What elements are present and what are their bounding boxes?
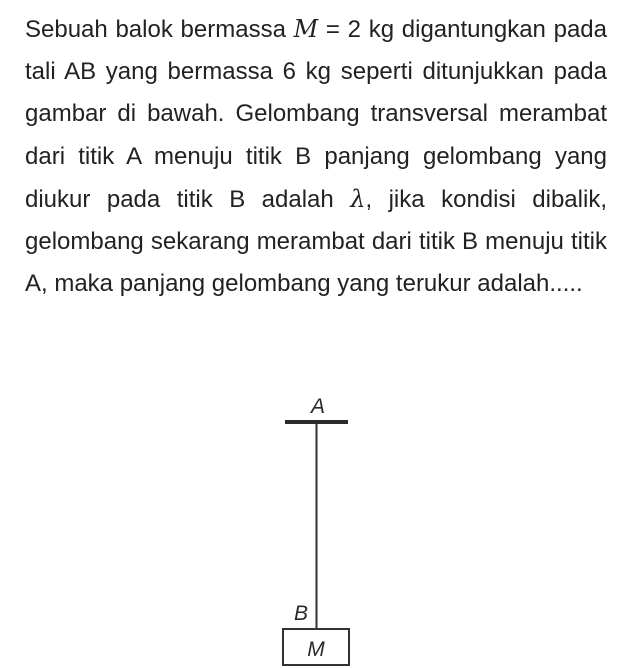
mass-equals: = [318,16,348,43]
mass-variable: M [293,15,319,43]
point-a-label: A [310,395,326,418]
ceiling-support [285,420,348,424]
problem-text-end: , jika kondisi dibalik, gelombang sekarang merambat dari titik B menuju titik A, maka panjang gelombang yang terukur adalah..... [25,185,607,298]
lambda-symbol: λ [350,184,366,213]
mass-unit: kg [361,16,395,43]
mass-block-label: M [307,638,325,661]
mass-value: 2 [347,16,361,43]
problem-text-start: Sebuah balok bermassa [25,16,294,43]
problem-text-middle: digantungkan pada tali AB yang bermassa 6 kg seperti ditunjukkan pada gambar di bawah. Gelombang transversal merambat dari titik A menuju titik B panjang gelombang yang diukur pada titik B adalah [25,16,607,213]
point-b-label: B [293,602,309,625]
